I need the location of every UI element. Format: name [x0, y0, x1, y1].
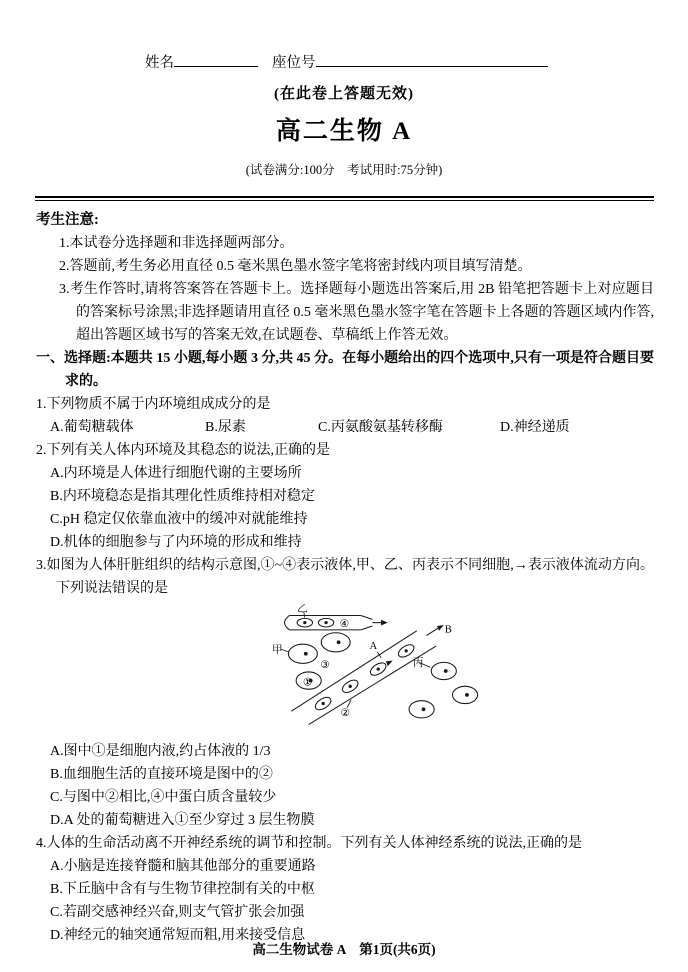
label-jia: 甲: [272, 644, 283, 656]
question-4-stem: 4.人体的生命活动离不开神经系统的调节和控制。下列有关人体神经系统的说法,正确的是: [36, 836, 582, 851]
q4-option-b: B.下丘脑中含有与生物节律控制有关的中枢: [50, 882, 315, 897]
q1-option-d: D.神经递质: [500, 420, 570, 435]
q2-option-b: B.内环境稳态是指其理化性质维持相对稳定: [50, 489, 315, 504]
header-fill-row: [145, 52, 688, 73]
q2-option-a: A.内环境是人体进行细胞代谢的主要场所: [50, 466, 302, 481]
q1-option-c: C.丙氨酸氨基转移酶: [318, 420, 443, 435]
question-1: [36, 393, 654, 439]
seat-label: 座位号: [272, 55, 316, 71]
label-b: B: [444, 624, 452, 636]
q4-option-c: C.若副交感神经兴奋,则支气管扩张会加强: [50, 905, 305, 920]
q1-option-a: A.葡萄糖载体: [50, 420, 134, 435]
exam-body: [36, 209, 654, 947]
q3-option-d: D.A 处的葡萄糖进入①至少穿过 3 层生物膜: [50, 813, 315, 828]
notice-item-3: 3.考生作答时,请将答案答在答题卡上。选择题每小题选出答案后,用 2B 铅笔把答题卡上对应题目的答案标号涂黑;非选择题请用直径 0.5 毫米黑色墨水签字笔在答题卡上各题的答题区域内作答,超出答题区域书写的答案无效,在试题卷、草稿纸上作答无效。: [59, 282, 654, 343]
exam-title: 高二生物 A: [275, 118, 413, 145]
name-label: 姓名: [145, 55, 174, 71]
q3-option-b: B.血细胞生活的直接环境是图中的②: [50, 767, 273, 782]
label-a: A: [369, 641, 378, 652]
lymph-cell-nucleus: [324, 621, 327, 624]
q4-option-a: A.小脑是连接脊髓和脑其他部分的重要通路: [50, 859, 316, 874]
question-2: [36, 439, 654, 554]
exam-meta: (试卷满分:100分 考试用时:75分钟): [245, 163, 443, 177]
q4-option-d: D.神经元的轴突通常短而粗,用来接受信息: [50, 928, 306, 943]
invalid-note: (在此卷上答题无效): [274, 86, 414, 102]
blood-cells: [313, 642, 416, 712]
section-1-heading: 一、选择题:本题共 15 小题,每小题 3 分,共 45 分。在每小题给出的四个选项中,只有一项是符合题目要求的。: [36, 351, 654, 389]
q2-option-d: D.机体的细胞参与了内环境的形成和维持: [50, 535, 302, 550]
label-circle-3: ③: [320, 660, 330, 672]
question-3-figure: [272, 604, 654, 738]
question-3-stem: 3.如图为人体肝脏组织的结构示意图,①~④表示液体,甲、乙、丙表示不同细胞,→表示液体流动方向。下列说法错误的是: [36, 558, 654, 596]
label-circle-1: ①: [302, 677, 313, 689]
lymph-cell-nucleus: [303, 621, 306, 624]
question-1-stem: 1.下列物质不属于内环境组成成分的是: [36, 397, 271, 412]
name-blank-line: [174, 52, 258, 67]
seat-blank-line: [316, 52, 548, 67]
q3-option-a: A.图中①是细胞内液,约占体液的 1/3: [50, 744, 271, 759]
label-bing: 丙: [412, 658, 424, 670]
q2-option-c: C.pH 稳定仅依靠血液中的缓冲对就能维持: [50, 512, 308, 527]
blood-flow-arrow: [437, 625, 444, 631]
notice-item-1: 1.本试卷分选择题和非选择题两部分。: [59, 236, 294, 251]
notice-title: 考生注意:: [36, 212, 99, 228]
page-footer: 高二生物试卷 A 第1页(共6页): [252, 942, 436, 957]
label-circle-2: ②: [340, 708, 351, 719]
label-circle-4: ④: [339, 619, 350, 630]
lymph-flow-arrow: [381, 620, 388, 626]
lymph-vessel: [285, 615, 382, 629]
question-3: [36, 554, 654, 832]
label-yi: 乙: [297, 604, 308, 615]
liver-tissue-diagram: [272, 604, 494, 738]
question-1-options: [36, 416, 654, 439]
q1-option-b: B.尿素: [205, 420, 246, 435]
blood-cell-nuclei: [322, 649, 408, 705]
flow-arrow-mid: [386, 660, 393, 666]
notice-item-2: 2.答题前,考生务必用直径 0.5 毫米黑色墨水签字笔将密封线内项目填写清楚。: [59, 259, 532, 274]
question-4: [36, 832, 654, 947]
question-2-stem: 2.下列有关人体内环境及其稳态的说法,正确的是: [36, 443, 330, 458]
q3-option-c: C.与图中②相比,④中蛋白质含量较少: [50, 790, 277, 805]
double-rule-divider: [35, 196, 654, 201]
